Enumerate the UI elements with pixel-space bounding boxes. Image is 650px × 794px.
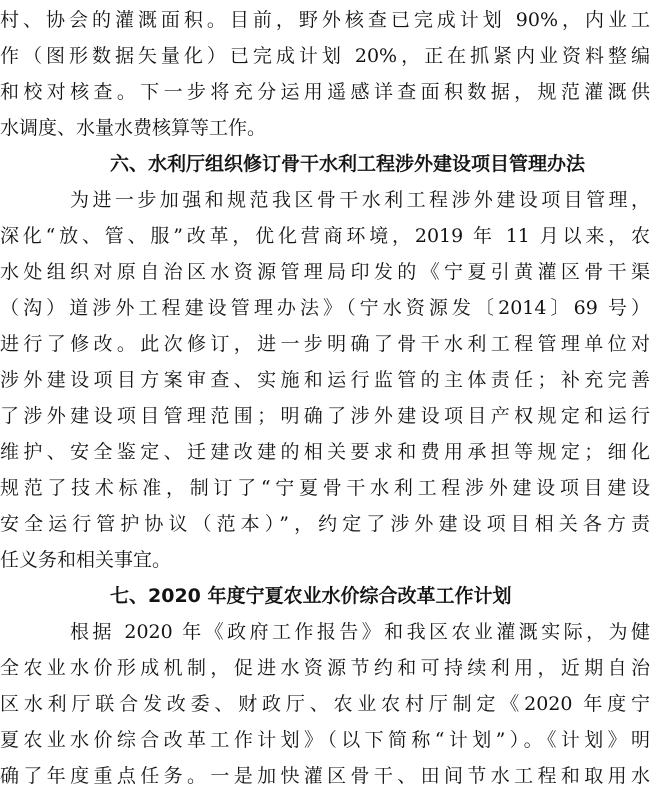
paragraph-line: 水处组织对原自治区水资源管理局印发的《宁夏引黄灌区骨干渠 [0,261,650,283]
paragraph-line: 了涉外建设项目管理范围；明确了涉外建设项目产权规定和运行 [0,405,650,427]
paragraph-line: 村、协会的灌溉面积。目前，野外核查已完成计划 90%，内业工 [0,9,650,31]
paragraph-line: 根据 2020 年《政府工作报告》和我区农业灌溉实际，为健 [70,621,650,643]
paragraph-line: 维护、安全鉴定、迁建改建的相关要求和费用承担等规定；细化 [0,441,650,463]
paragraph-line: 全农业水价形成机制，促进水资源节约和可持续利用，近期自治 [0,657,650,679]
paragraph-line: 安全运行管护协议（范本）”，约定了涉外建设项目相关各方责 [0,513,650,535]
paragraph-line: （沟）道涉外工程建设管理办法》（宁水资源发〔2014〕69 号） [0,297,650,319]
paragraph-line: 和校对核查。下一步将充分运用遥感详查面积数据，规范灌溉供 [0,81,650,103]
paragraph-line: 确了年度重点任务。一是加快灌区骨干、田间节水工程和取用水 [0,765,650,787]
paragraph-line: 规范了技术标准，制订了“宁夏骨干水利工程涉外建设项目建设 [0,477,650,499]
section-heading-7: 七、2020 年度宁夏农业水价综合改革工作计划 [110,585,512,607]
paragraph-line: 任义务和相关事宜。 [0,549,172,571]
paragraph-line: 为进一步加强和规范我区骨干水利工程涉外建设项目管理， [70,189,650,211]
paragraph-line: 作（图形数据矢量化）已完成计划 20%，正在抓紧内业资料整编 [0,45,650,67]
paragraph-line: 水调度、水量水费核算等工作。 [0,117,267,139]
paragraph-line: 区水利厅联合发改委、财政厅、农业农村厅制定《2020 年度宁 [0,693,650,715]
section-heading-6: 六、水利厅组织修订骨干水利工程涉外建设项目管理办法 [110,153,586,175]
paragraph-line: 夏农业水价综合改革工作计划》（以下简称“计划”）。《计划》明 [0,729,650,751]
paragraph-line: 涉外建设项目方案审查、实施和运行监管的主体责任；补充完善 [0,369,650,391]
paragraph-line: 进行了修改。此次修订，进一步明确了骨干水利工程管理单位对 [0,333,650,355]
paragraph-line: 深化“放、管、服”改革，优化营商环境，2019 年 11 月以来，农 [0,225,650,247]
